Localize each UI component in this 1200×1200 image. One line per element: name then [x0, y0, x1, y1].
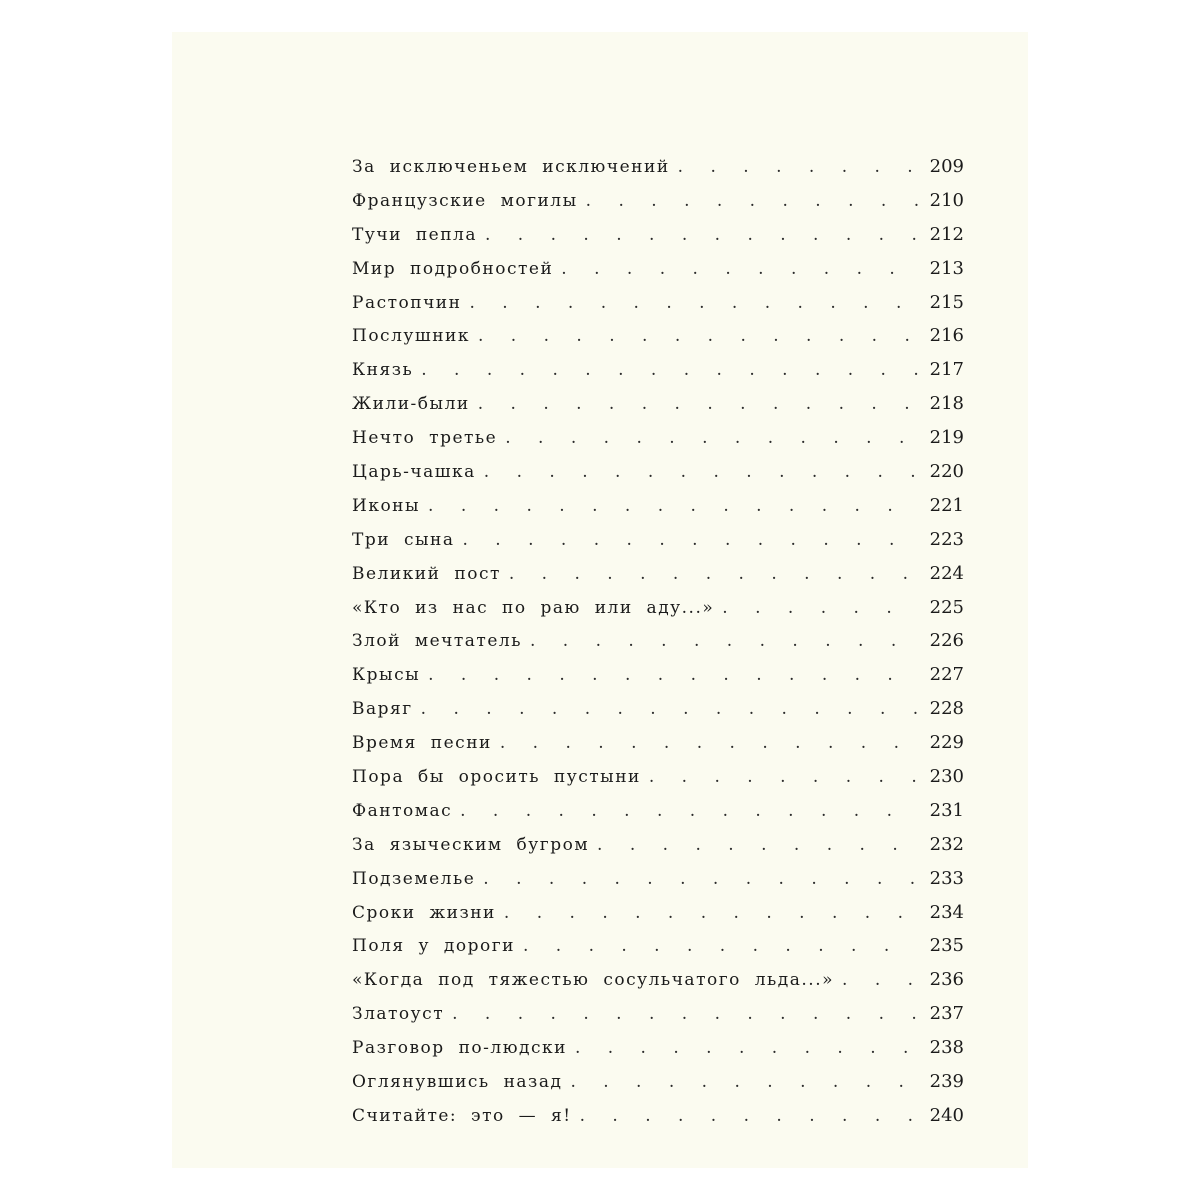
dot-leader: [561, 259, 918, 279]
dot-leader: [421, 360, 918, 380]
toc-entry-title: Подземелье: [352, 868, 476, 889]
toc-entry-title: Сроки жизни: [352, 902, 496, 923]
toc-entry: [352, 868, 964, 902]
table-of-contents: [352, 156, 964, 1139]
toc-entry: [352, 800, 964, 834]
toc-entry-page: 236: [929, 969, 964, 991]
toc-entry: [352, 698, 964, 732]
dot-leader: [428, 496, 918, 516]
toc-entry-page: 229: [929, 732, 964, 754]
toc-entry-page: 240: [929, 1104, 964, 1126]
toc-entry-page: 238: [929, 1037, 964, 1059]
toc-entry: [352, 495, 964, 529]
toc-entry-page: 228: [929, 698, 964, 720]
toc-entry-page: 235: [929, 935, 964, 957]
dot-leader: [842, 970, 918, 990]
toc-entry: [352, 1105, 964, 1139]
toc-entry: [352, 224, 964, 258]
toc-entry-title: Оглянувшись назад: [352, 1072, 563, 1093]
toc-entry-page: 233: [929, 867, 964, 889]
toc-entry-page: 231: [929, 799, 964, 821]
toc-entry: [352, 461, 964, 495]
toc-entry-title: Послушник: [352, 326, 470, 347]
toc-entry-title: Фантомас: [352, 800, 453, 821]
toc-entry: [352, 630, 964, 664]
toc-entry: [352, 427, 964, 461]
toc-entry-title: Считайте: это — я!: [352, 1105, 572, 1126]
toc-entry-page: 218: [929, 393, 964, 415]
dot-leader: [570, 1072, 918, 1092]
toc-entry-title: Французские могилы: [352, 190, 578, 211]
dot-leader: [483, 869, 918, 889]
dot-leader: [597, 835, 918, 855]
toc-entry-title: «Когда под тяжестью сосульчатого льда...»: [352, 970, 835, 991]
toc-entry: [352, 732, 964, 766]
dot-leader: [484, 462, 918, 482]
toc-entry-page: 234: [929, 901, 964, 923]
toc-entry-page: 239: [929, 1071, 964, 1093]
toc-entry-page: 215: [929, 291, 964, 313]
dot-leader: [428, 665, 918, 685]
dot-leader: [523, 936, 918, 956]
dot-leader: [505, 428, 918, 448]
toc-entry-title: Разговор по-людски: [352, 1038, 567, 1059]
toc-entry-title: Жили-были: [352, 394, 470, 415]
dot-leader: [575, 1038, 918, 1058]
toc-entry-title: Злой мечтатель: [352, 631, 522, 652]
toc-entry: [352, 902, 964, 936]
toc-entry-title: Поля у дороги: [352, 936, 515, 957]
toc-entry: [352, 258, 964, 292]
toc-entry: [352, 529, 964, 563]
toc-entry-title: За языческим бугром: [352, 834, 590, 855]
toc-entry: [352, 393, 964, 427]
dot-leader: [485, 225, 918, 245]
dot-leader: [586, 191, 918, 211]
toc-entry-title: Три сына: [352, 529, 455, 550]
toc-entry: [352, 156, 964, 190]
toc-entry: [352, 292, 964, 326]
toc-entry: [352, 935, 964, 969]
toc-entry: [352, 834, 964, 868]
toc-entry-title: Великий пост: [352, 563, 501, 584]
toc-entry-title: Князь: [352, 360, 414, 381]
toc-entry-title: Варяг: [352, 699, 413, 720]
dot-leader: [462, 530, 918, 550]
dot-leader: [722, 598, 918, 618]
toc-entry-title: «Кто из нас по раю или аду...»: [352, 597, 715, 618]
toc-entry: [352, 969, 964, 1003]
toc-entry-page: 223: [929, 528, 964, 550]
toc-entry-page: 230: [929, 766, 964, 788]
dot-leader: [478, 394, 918, 414]
toc-entry-page: 219: [929, 427, 964, 449]
toc-entry-page: 227: [929, 664, 964, 686]
toc-entry-page: 237: [929, 1003, 964, 1025]
toc-entry-title: Растопчин: [352, 292, 462, 313]
toc-entry-title: Златоуст: [352, 1004, 445, 1025]
toc-entry-page: 217: [929, 359, 964, 381]
toc-entry-page: 221: [929, 494, 964, 516]
toc-entry-title: Мир подробностей: [352, 258, 554, 279]
toc-entry-page: 220: [929, 461, 964, 483]
toc-entry-page: 212: [929, 223, 964, 245]
dot-leader: [649, 767, 918, 787]
toc-entry: [352, 325, 964, 359]
toc-entry-page: 225: [929, 596, 964, 618]
toc-entry: [352, 597, 964, 631]
dot-leader: [580, 1106, 918, 1126]
toc-entry: [352, 766, 964, 800]
dot-leader: [678, 157, 918, 177]
dot-leader: [469, 293, 918, 313]
toc-entry-title: Тучи пепла: [352, 224, 477, 245]
toc-entry: [352, 664, 964, 698]
toc-entry: [352, 1003, 964, 1037]
book-page: [172, 32, 1028, 1168]
dot-leader: [460, 801, 918, 821]
dot-leader: [478, 326, 918, 346]
toc-entry: [352, 1071, 964, 1105]
toc-entry-title: Пора бы оросить пустыни: [352, 767, 641, 788]
toc-entry-title: За исключеньем исключений: [352, 157, 670, 177]
toc-entry: [352, 1037, 964, 1071]
toc-entry: [352, 190, 964, 224]
toc-entry-title: Время песни: [352, 733, 492, 754]
dot-leader: [504, 903, 918, 923]
toc-entry-page: 226: [929, 630, 964, 652]
toc-entry-page: 210: [929, 189, 964, 211]
toc-entry-title: Крысы: [352, 665, 421, 686]
toc-entry: [352, 563, 964, 597]
toc-entry-page: 209: [929, 156, 964, 177]
dot-leader: [421, 699, 918, 719]
toc-entry-title: Царь-чашка: [352, 462, 476, 483]
toc-entry-page: 232: [929, 833, 964, 855]
toc-entry-page: 213: [929, 257, 964, 279]
toc-entry-page: 224: [929, 562, 964, 584]
toc-entry-title: Иконы: [352, 495, 421, 516]
toc-entry: [352, 359, 964, 393]
toc-entry-title: Нечто третье: [352, 428, 498, 449]
dot-leader: [509, 564, 918, 584]
toc-entry-page: 216: [929, 325, 964, 347]
dot-leader: [500, 733, 918, 753]
dot-leader: [530, 631, 918, 651]
dot-leader: [452, 1004, 918, 1024]
